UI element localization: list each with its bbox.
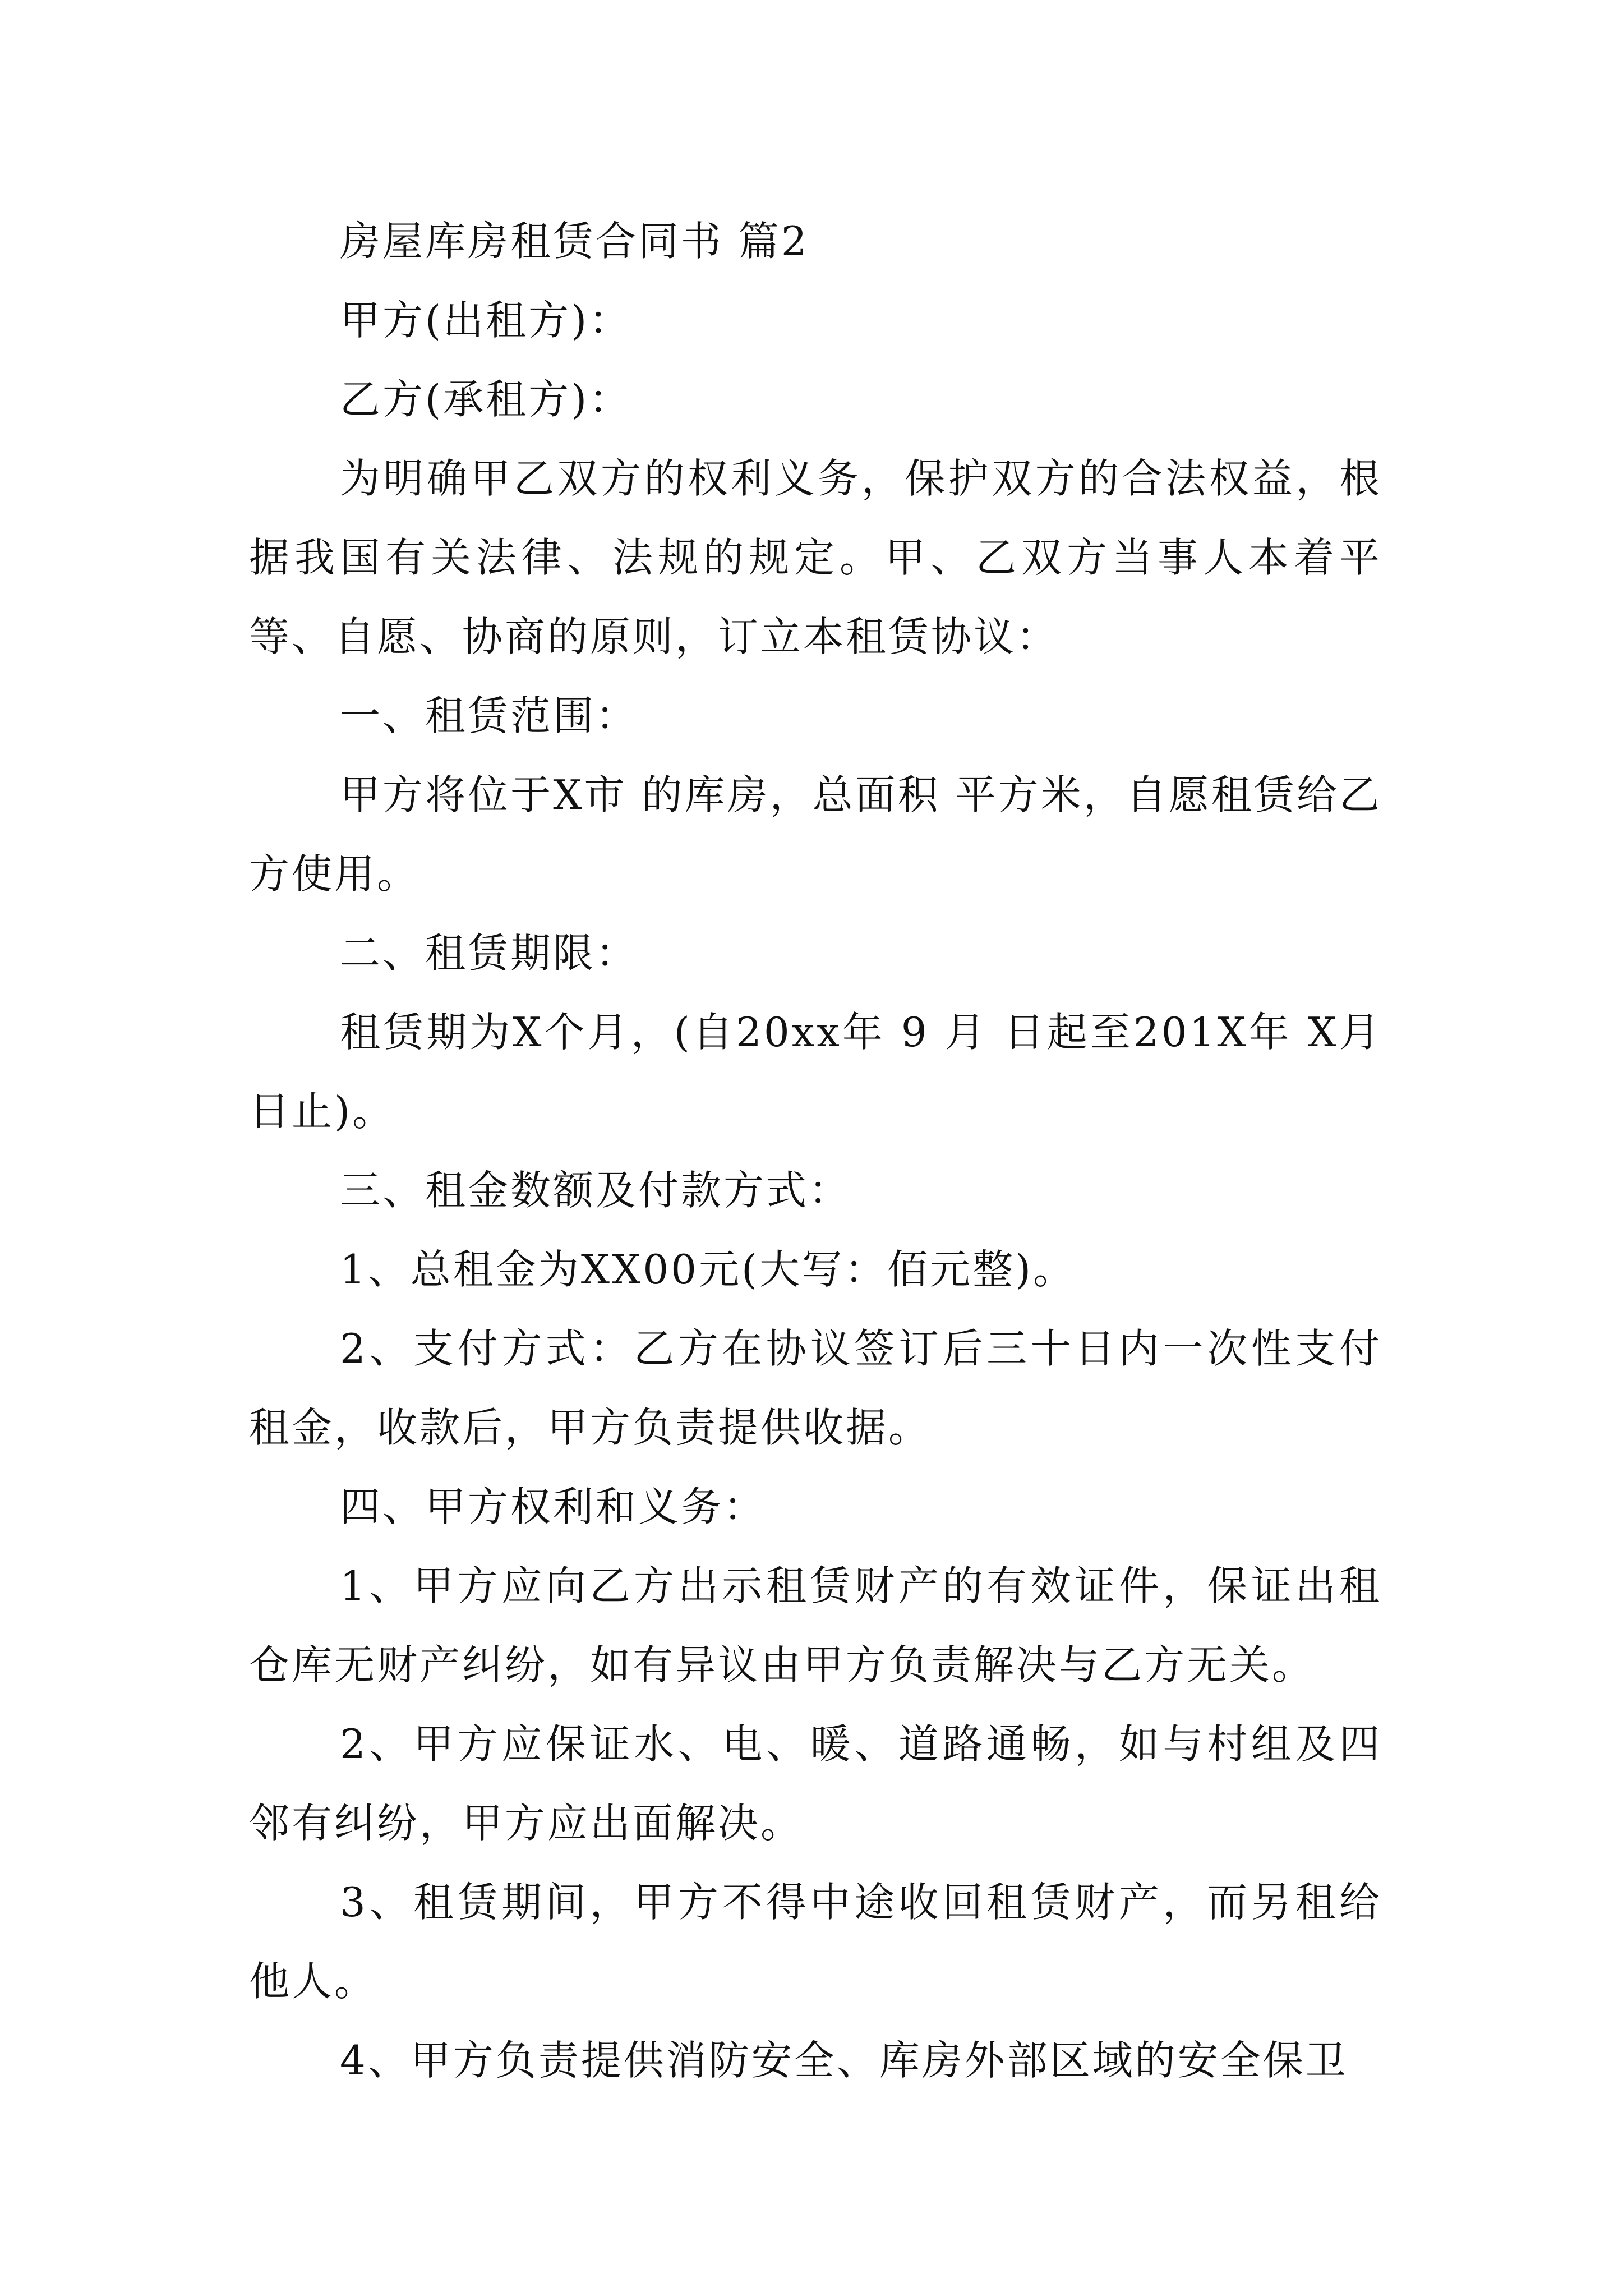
scope-paragraph: 甲方将位于X市 的库房，总面积 平方米，自愿租赁给乙方使用。 <box>249 771 1382 898</box>
section-heading-scope: 一、租赁范围： <box>340 692 639 739</box>
party-a-duty-4: 4、甲方负责提供消防安全、库房外部区域的安全保卫 <box>340 2037 1348 2084</box>
party-a-duty-3: 3、租赁期间，甲方不得中途收回租赁财产，而另租给他人。 <box>249 1879 1382 2005</box>
document-body <box>249 202 1382 2100</box>
rent-item-1: 1、总租金为XX00元(大写：佰元整)。 <box>340 1246 1076 1293</box>
section-heading-party-a-duties: 四、甲方权利和义务： <box>340 1483 767 1530</box>
document-title: 房屋库房租赁合同书 篇2 <box>340 218 809 265</box>
party-a-duty-1: 1、甲方应向乙方出示租赁财产的有效证件，保证出租仓库无财产纠纷，如有异议由甲方负责解决与乙方无关。 <box>249 1562 1382 1688</box>
party-a-duty-2: 2、甲方应保证水、电、暖、道路通畅，如与村组及四邻有纠纷，甲方应出面解决。 <box>249 1720 1382 1847</box>
section-heading-term: 二、租赁期限： <box>340 930 639 977</box>
preamble-paragraph: 为明确甲乙双方的权利义务，保护双方的合法权益，根据我国有关法律、法规的规定。甲、乙双方当事人本着平等、自愿、协商的原则，订立本租赁协议： <box>249 455 1382 660</box>
section-heading-rent: 三、租金数额及付款方式： <box>340 1167 852 1214</box>
term-paragraph: 租赁期为X个月，(自20xx年 9 月 日起至201X年 X月 日止)。 <box>249 1009 1382 1135</box>
party-a-line: 甲方(出租方)： <box>340 297 632 344</box>
party-b-line: 乙方(承租方)： <box>340 376 632 423</box>
rent-item-2: 2、支付方式：乙方在协议签订后三十日内一次性支付租金，收款后，甲方负责提供收据。 <box>249 1325 1382 1451</box>
